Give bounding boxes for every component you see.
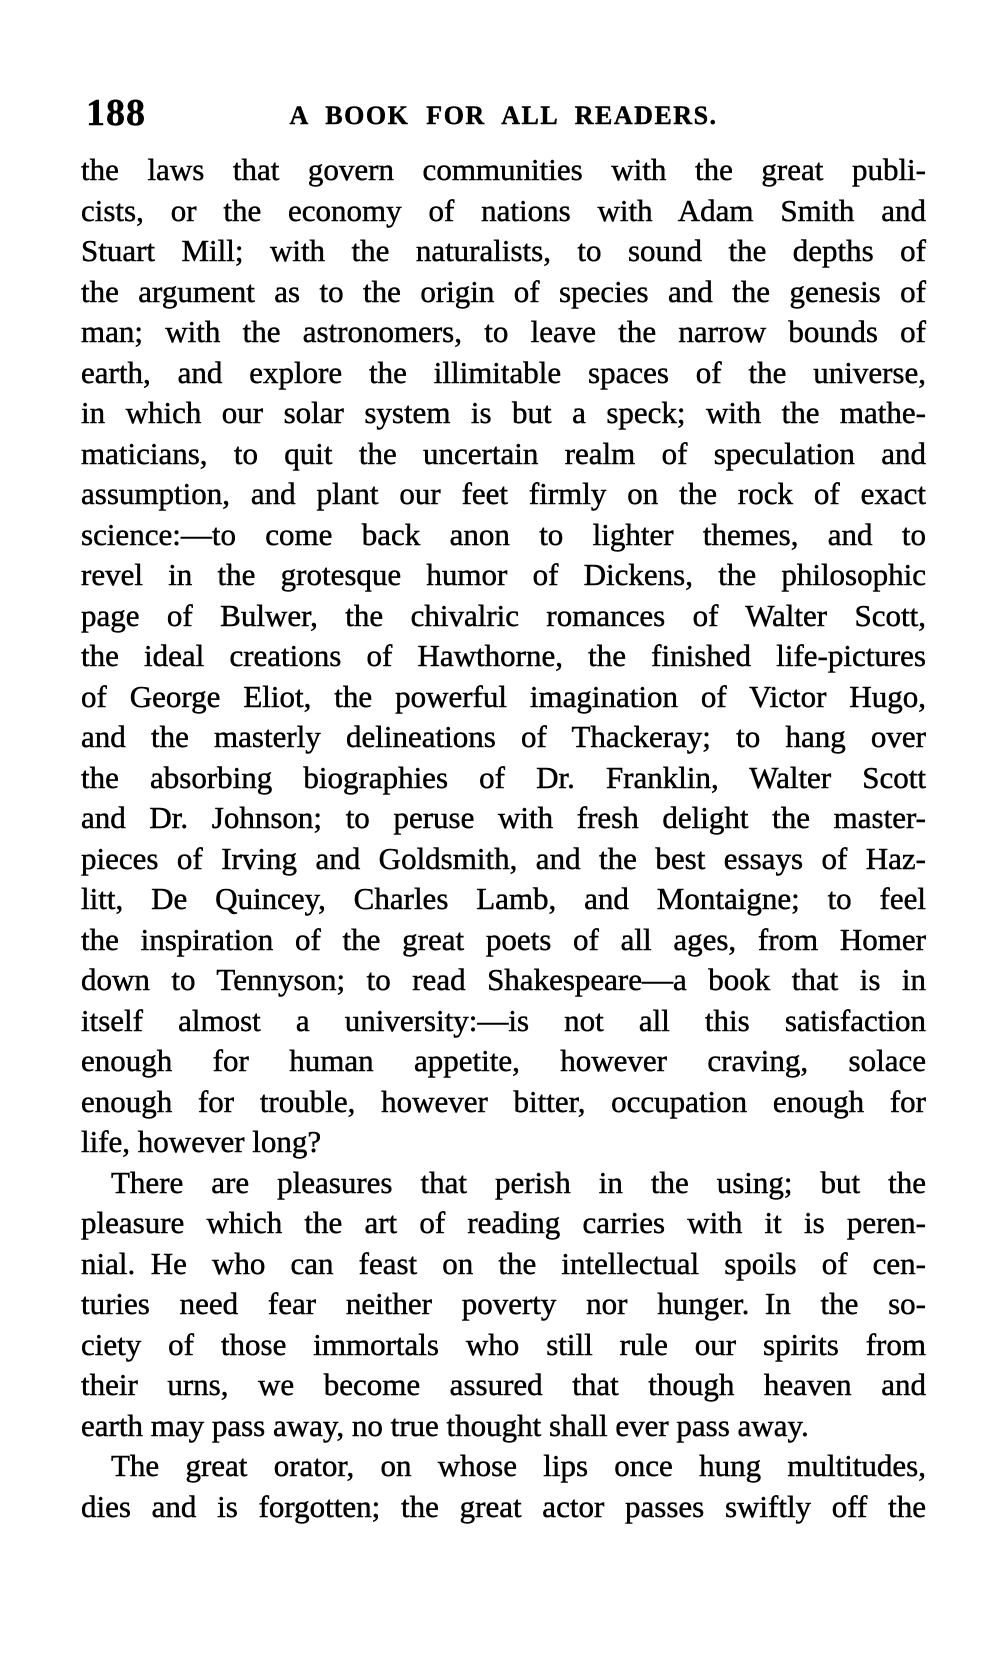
paragraph (81, 1163, 926, 1447)
text-line: litt, De Quincey, Charles Lamb, and Montaigne; to feel (81, 881, 926, 916)
text-line: itself almost a university:—is not all this satisfaction (81, 1002, 926, 1038)
page-number: 188 (86, 92, 146, 134)
paragraph (81, 1446, 926, 1527)
text-line: man; with the astronomers, to leave the narrow bounds of (81, 314, 926, 349)
text-line: ciety of those immortals who still rule our spirits from (81, 1326, 926, 1362)
text-line: nial. He who can feast on the intellectual spoils of cen- (81, 1245, 926, 1281)
text-line: dies and is forgotten; the great actor passes swiftly off the (81, 1488, 926, 1524)
text-line: revel in the grotesque humor of Dickens, the philosophic (81, 557, 926, 592)
text-line: in which our solar system is but a speck; with the mathe- (81, 395, 926, 430)
text-line: earth, and explore the illimitable spaces of the universe, (81, 354, 926, 390)
text-line: The great orator, on whose lips once hung multitudes, (111, 1448, 926, 1483)
text-line: enough for human appetite, however craving, solace (81, 1043, 926, 1078)
text-line: down to Tennyson; to read Shakespeare—a book that is in (81, 962, 926, 997)
text-line: and Dr. Johnson; to peruse with fresh delight the master- (81, 800, 926, 835)
text-line: There are pleasures that perish in the using; but the (111, 1164, 926, 1200)
text-line: page of Bulwer, the chivalric romances of Walter Scott, (81, 597, 926, 633)
text-line: enough for trouble, however bitter, occupation enough for (81, 1083, 926, 1119)
text-line: assumption, and plant our feet firmly on the rock of exact (81, 476, 926, 511)
text-line: life, however long? (81, 1124, 322, 1159)
text-line: cists, or the economy of nations with Adam Smith and (81, 192, 926, 228)
text-line: the inspiration of the great poets of all ages, from Homer (81, 921, 926, 957)
page-header (81, 88, 926, 132)
text-line: the absorbing biographies of Dr. Franklin, Walter Scott (81, 759, 926, 795)
text-line: turies need fear neither poverty nor hunger. In the so- (81, 1286, 926, 1321)
text-line: the laws that govern communities with the great publi- (81, 152, 926, 187)
text-line: Stuart Mill; with the naturalists, to sound the depths of (81, 233, 926, 268)
text-line: of George Eliot, the powerful imagination of Victor Hugo, (81, 678, 926, 714)
text-line: pleasure which the art of reading carries with it is peren- (81, 1205, 926, 1240)
text-line: science:—to come back anon to lighter themes, and to (81, 516, 926, 552)
running-title: A BOOK FOR ALL READERS. (289, 101, 718, 130)
text-line: the argument as to the origin of species and the genesis of (81, 273, 926, 309)
text-line: earth may pass away, no true thought shall ever pass away. (81, 1407, 809, 1443)
text-line: pieces of Irving and Goldsmith, and the best essays of Haz- (81, 840, 926, 876)
body-text (81, 150, 926, 1527)
text-line: their urns, we become assured that though heaven and (81, 1367, 926, 1402)
text-line: maticians, to quit the uncertain realm of speculation and (81, 435, 926, 471)
paragraph (81, 150, 926, 1163)
text-line: the ideal creations of Hawthorne, the finished life-pictures (81, 638, 926, 673)
text-line: and the masterly delineations of Thackeray; to hang over (81, 719, 926, 754)
